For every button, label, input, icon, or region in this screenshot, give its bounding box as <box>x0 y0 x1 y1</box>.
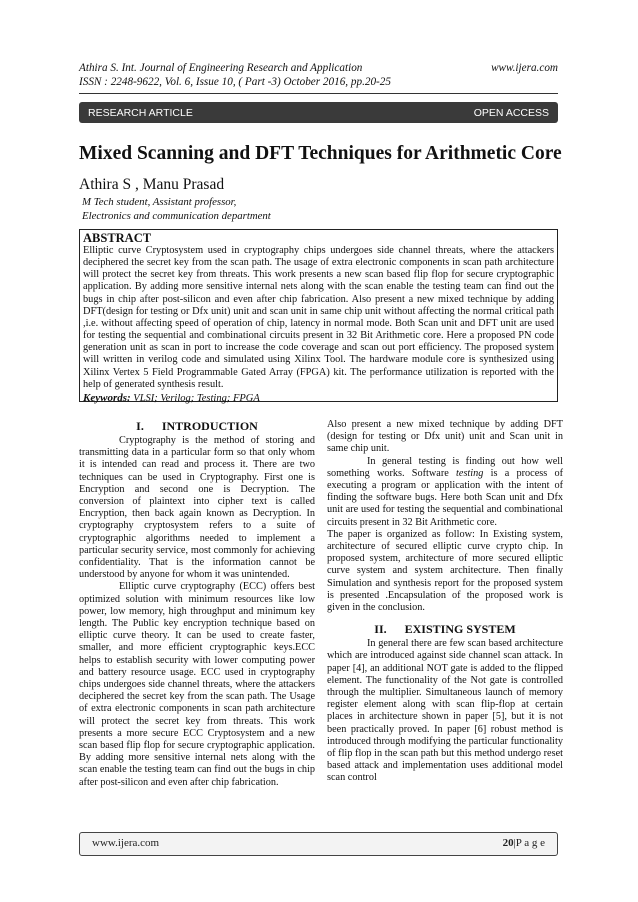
section-number: II. <box>374 622 387 637</box>
page-num-value: 20 <box>502 837 514 849</box>
keywords <box>83 391 554 406</box>
abstract-text: Elliptic curve Cryptosystem used in cryptography chips undergoes side channel threats, where the attackers deciphered the secret key from the scan path. The usage of extra electronic components in scan path architecture will protect the secret key from threats. This work presents a new scan based flip flop for secure cryptographic application. By adding more sensitive internal nets along with the scan enable the testing team can find out the bugs in chip after post-silicon and even after chip fabrication. Also present a new mixed technique by adding DFT(design for testing or Dfx unit) unit and scan unit in same chip unit without affecting the normal critical path ,i.e. without affecting speed of operation of chip, latency in normal mode. Both Scan unit and DFT unit are used for testing the sequential and combinational circuits present in 32 Bit Arithmetic core. Here a proposed PN code generation unit as scan in port to increase the code coverage and scan out port efficiency. The proposed system will written in verilog code and simulated using Xilinx Tool. The hardware module core is synthesized using Xilinx Vertex 5 Field Programmable Gated Array (FPGA) kit. The performance utilization is reported with the help of generated synthesis result. <box>83 245 554 390</box>
article-type-band <box>79 102 558 123</box>
text-run: In general testing is finding out how well something works. Software <box>327 455 563 479</box>
section-heading-existing-system <box>327 622 563 636</box>
running-header-issn <box>79 76 558 88</box>
abstract-box <box>79 229 558 402</box>
issn-line: ISSN : 2248-9622, Vol. 6, Issue 10, ( Part -3) October 2016, pp.20-25 <box>79 76 391 88</box>
paragraph: The paper is organized as follow: In Existing system, architecture of secured elliptic curve crypto chip. In proposed system, architecture of more secured elliptic curve system and system architecture. Then finally Simulation and synthesis report for the proposed system is presented .Encapsulation of the proposed work is given in the conclusion. <box>327 528 563 614</box>
section-heading-introduction <box>79 419 315 433</box>
header-rule <box>79 93 558 94</box>
page-number <box>503 837 545 849</box>
affiliation-line-2: Electronics and communication department <box>82 209 271 222</box>
abstract-heading: ABSTRACT <box>83 231 152 245</box>
text-run: is a process of executing a program or application with the intent of finding the software bugs. Here both Scan unit and Dfx unit are used for testing the sequential and combinational circuits present in 32 Bit Arithmetic core. <box>327 467 564 528</box>
paragraph: In general there are few scan based architecture which are introduced against side channel scan attack. In paper [4], an additional NOT gate is added to the flipped element. The functionality of the Not gate is controlled through the multiplier. Simultaneous launch of memory register element along with scan flip-flop at certain places in architecture shown in paper [5], but it is not been practically proved. In paper [6] robust method is introduced through modifying the particular functionality of flip flop in the scan path but this method undergo reset based attack and implementation uses additional model scan control <box>327 638 563 784</box>
journal-citation: Athira S. Int. Journal of Engineering Research and Application <box>79 62 363 74</box>
left-column <box>79 419 315 789</box>
section-title: EXISTING SYSTEM <box>404 622 516 637</box>
paragraph <box>327 456 563 529</box>
affiliation <box>82 196 271 223</box>
paragraph: Also present a new mixed technique by adding DFT (design for testing or Dfx unit) unit and Scan unit in same chip unit. <box>327 419 563 455</box>
paper-title: Mixed Scanning and DFT Techniques for Arithmetic Core <box>79 143 562 164</box>
keywords-label: Keywords: <box>83 391 131 404</box>
article-type-label: RESEARCH ARTICLE <box>88 107 193 119</box>
section-title: INTRODUCTION <box>161 419 258 433</box>
open-access-label: OPEN ACCESS <box>473 107 549 119</box>
emphasis: testing <box>456 467 484 479</box>
right-column <box>327 419 563 785</box>
affiliation-line-1: M Tech student, Assistant professor, <box>82 196 237 208</box>
page-label: |P a g e <box>513 837 545 849</box>
page-footer <box>79 832 558 856</box>
running-header-journal <box>79 62 558 74</box>
section-gap <box>327 614 563 622</box>
keywords-list: VLSI; Verilog; Testing; FPGA <box>130 392 260 404</box>
footer-website: www.ijera.com <box>92 837 160 849</box>
header-website: www.ijera.com <box>491 62 558 74</box>
paragraph: Cryptography is the method of storing and transmitting data in a particular form so that only whom it is intended can read and process it. There are two techniques can be used in Cryptography. First one is Encryption and second one is Decryption. The conversion of plaintext into cipher text is called Encryption, then back again known as Decryption. In cryptography cryptosystem refers to a suite of cryptographic algorithms needed to implement a particular security service, most commonly for achieving confidentiality. That is the information cannot be understood by anyone for whom it was unintended. <box>79 435 315 581</box>
paragraph: Elliptic curve cryptography (ECC) offers best optimized solution with minimum resources like low power, low memory, high throughput and minimum key length. The Public key encryption technique based on elliptic curve theory. It can be used to create faster, smaller, and more efficient cryptographic keys.ECC helps to establish security with lower computing power and battery resource usage. ECC used in cryptography chips undergoes side channel threats, where the attackers deciphered the secret key from the scan path. The Usage of extra electronic components in scan path architecture will protect the secret key from threats. This work presents a more secure ECC Cryptosystem and a new scan based flip flop for secure cryptographic application. By adding more sensitive internal nets along with the scan enable the testing team can find out the bugs in chip after post-silicon and even after chip fabrication. <box>79 581 315 788</box>
authors: Athira S , Manu Prasad <box>79 176 225 193</box>
section-number: I. <box>136 419 144 433</box>
